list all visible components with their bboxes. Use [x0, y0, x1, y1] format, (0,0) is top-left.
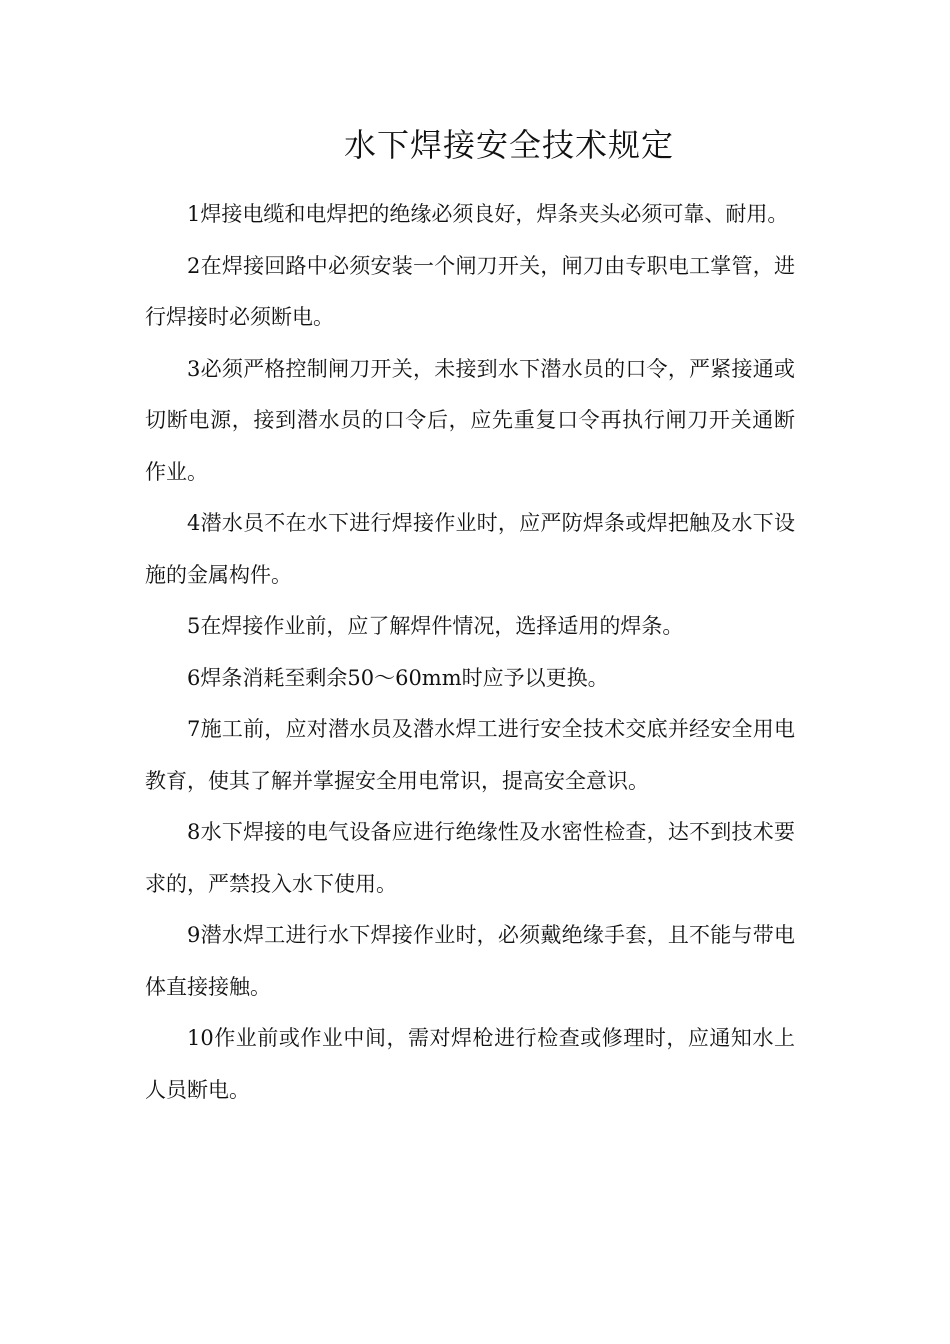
paragraph-3: 3必须严格控制闸刀开关，未接到水下潜水员的口令，严紧接通或切断电源，接到潜水员的口令后，应先重复口令再执行闸刀开关通断作业。: [145, 356, 795, 484]
document-body: [145, 189, 795, 1116]
paragraph-6: 6焊条消耗至剩余50～60mm时应予以更换。: [187, 665, 609, 690]
paragraph-8: 8水下焊接的电气设备应进行绝缘性及水密性检查，达不到技术要求的，严禁投入水下使用。: [145, 820, 795, 896]
paragraph-10: 10作业前或作业中间，需对焊枪进行检查或修理时，应通知水上人员断电。: [145, 1026, 795, 1102]
paragraph-9: 9潜水焊工进行水下焊接作业时，必须戴绝缘手套，且不能与带电体直接接触。: [145, 923, 795, 999]
document-title: 水下焊接安全技术规定: [343, 126, 674, 164]
paragraph-2: 2在焊接回路中必须安装一个闸刀开关，闸刀由专职电工掌管，进行焊接时必须断电。: [145, 253, 795, 329]
paragraph-4: 4潜水员不在水下进行焊接作业时，应严防焊条或焊把触及水下设施的金属构件。: [145, 511, 795, 587]
paragraph-7: 7施工前，应对潜水员及潜水焊工进行安全技术交底并经安全用电教育，使其了解并掌握安全用电常识，提高安全意识。: [145, 717, 795, 793]
paragraph-5: 5在焊接作业前，应了解焊件情况，选择适用的焊条。: [187, 614, 684, 638]
paragraph-1: 1焊接电缆和电焊把的绝缘必须良好，焊条夹头必须可靠、耐用。: [187, 202, 789, 226]
